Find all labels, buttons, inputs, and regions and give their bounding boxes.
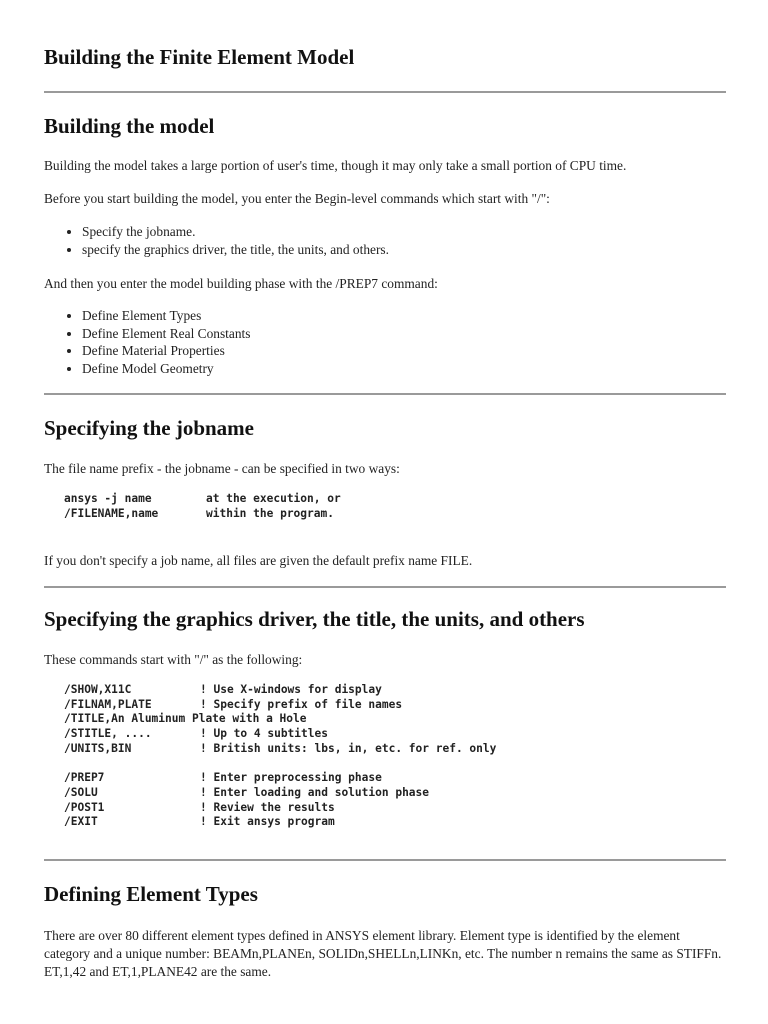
code-block-graphics [64,683,496,830]
code-line [64,727,496,742]
code-line [64,742,496,757]
code-line [64,492,341,507]
list-item: • Define Element Real Constants [82,325,250,343]
list-item: • Specify the jobname. [82,223,389,241]
divider [44,586,726,588]
list-item: • Define Model Geometry [82,360,250,378]
code-command: /EXIT [64,815,98,829]
code-command: /FILNAM,PLATE [64,697,152,711]
paragraph: These commands start with "/" as the following: [44,652,303,667]
divider [44,91,726,93]
prep7-steps-list [44,307,250,377]
code-command: /SHOW,X11C [64,683,132,696]
code-blank-line [64,757,496,772]
code-command: /TITLE,An Aluminum Plate with a Hole [64,712,307,726]
code-command: /STITLE, .... [64,727,152,741]
section-heading-graphics: Specifying the graphics driver, the title, the units, and others [44,607,585,631]
code-line [64,786,496,801]
list-item: • Define Material Properties [82,342,250,360]
code-comment: ! Specify prefix of file names [200,697,403,711]
paragraph: And then you enter the model building phase with the /PREP7 command: [44,276,438,291]
code-line [64,507,341,522]
code-comment: ! Use X-windows for display [200,683,382,696]
code-block-jobname [64,492,341,521]
section-heading-model: Building the model [44,114,215,138]
paragraph: The file name prefix - the jobname - can be specified in two ways: [44,461,400,476]
paragraph: If you don't specify a job name, all files are given the default prefix name FILE. [44,553,473,568]
code-line [64,815,496,830]
code-line [64,712,496,727]
divider [44,393,726,395]
code-command: /PREP7 [64,771,105,785]
code-comment: ! Exit ansys program [200,815,335,829]
code-comment: at the execution, or [206,492,341,505]
begin-commands-list [44,223,389,258]
paragraph: Building the model takes a large portion of user's time, though it may only take a small portion of CPU time. [44,158,627,173]
section-heading-element-types: Defining Element Types [44,882,258,906]
paragraph: There are over 80 different element types defined in ANSYS element library. Element type is identified by the element category and a unique number: BEAMn,PLANEn, SOLIDn,SHELLn,LINKn, etc. The number n remains the same as STIFFn. ET,1,42 and ET,1,PLANE42 are the same. [44,928,722,979]
code-comment: ! Enter preprocessing phase [200,771,382,785]
divider [44,859,726,861]
code-command: /FILENAME,name [64,506,159,520]
code-command: ansys -j name [64,492,152,505]
code-line [64,801,496,816]
section-heading-jobname: Specifying the jobname [44,416,254,440]
code-line [64,771,496,786]
code-comment: ! Up to 4 subtitles [200,727,328,741]
code-comment: within the program. [206,506,334,520]
paragraph: Before you start building the model, you enter the Begin-level commands which start with "/": [44,191,550,206]
code-comment: ! Review the results [200,800,335,814]
code-command: /POST1 [64,800,105,814]
code-comment: ! British units: lbs, in, etc. for ref. only [200,741,497,755]
code-command: /UNITS,BIN [64,741,132,755]
code-comment: ! Enter loading and solution phase [200,785,430,799]
list-item: • Define Element Types [82,307,250,325]
code-command: /SOLU [64,785,98,799]
page-title: Building the Finite Element Model [44,45,355,69]
code-line [64,683,496,698]
list-item: • specify the graphics driver, the title, the units, and others. [82,241,389,259]
code-line [64,698,496,713]
